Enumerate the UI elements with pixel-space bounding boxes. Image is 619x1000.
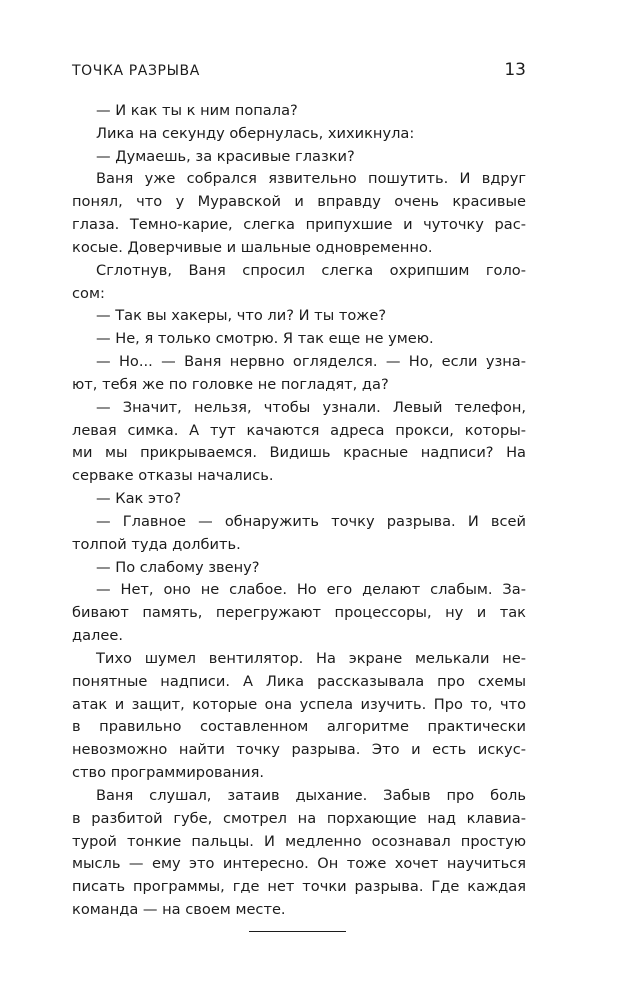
- text-line: Тихо шумел вентилятор. На экране мелькали не-: [96, 649, 526, 667]
- text-line: — Как это?: [96, 490, 182, 508]
- section-end-rule: [249, 931, 346, 932]
- text-line: — Значит, нельзя, чтобы узнали. Левый телефон,: [96, 398, 526, 416]
- text-line: — Думаешь, за красивые глазки?: [96, 147, 355, 165]
- text-line: левая симка. А тут качаются адреса прокси, которы-: [72, 421, 526, 439]
- text-line: Ваня слушал, затаив дыхание. Забыв про боль: [96, 786, 526, 804]
- text-line: серваке отказы начались.: [72, 467, 274, 485]
- body-text: [72, 100, 526, 922]
- text-line: понял, что у Муравской и вправду очень красивые: [72, 193, 526, 211]
- text-line: в правильно составленном алгоритме практически: [72, 718, 526, 736]
- text-line: атак и защит, которые она успела изучить. Про то, что: [72, 695, 526, 713]
- text-line: ми мы прикрываемся. Видишь красные надписи? На: [72, 444, 526, 462]
- text-line: команда — на своем месте.: [72, 900, 286, 918]
- text-line: ют, тебя же по головке не погладят, да?: [72, 375, 389, 393]
- text-line: в разбитой губе, смотрел на порхающие над клавиа-: [72, 809, 526, 827]
- text-line: Сглотнув, Ваня спросил слегка охрипшим голо-: [96, 261, 526, 279]
- text-line: бивают память, перегружают процессоры, ну и так: [72, 604, 526, 622]
- text-line: писать программы, где нет точки разрыва. Где каждая: [72, 878, 526, 896]
- text-line: сом:: [72, 284, 105, 302]
- text-line: понятные надписи. А Лика рассказывала про схемы: [72, 672, 526, 690]
- text-line: мысль — ему это интересно. Он тоже хочет научиться: [72, 855, 526, 873]
- text-line: толпой туда долбить.: [72, 535, 241, 553]
- text-line: Лика на секунду обернулась, хихикнула:: [96, 124, 415, 142]
- text-line: невозможно найти точку разрыва. Это и есть искус-: [72, 741, 526, 759]
- text-line: — Главное — обнаружить точку разрыва. И всей: [96, 512, 526, 530]
- text-line: — Нет, оно не слабое. Но его делают слабым. За-: [96, 581, 526, 599]
- running-title: ТОЧКА РАЗРЫВА: [72, 63, 200, 79]
- text-line: Ваня уже собрался язвительно пошутить. И вдруг: [96, 170, 526, 188]
- text-line: ство программирования.: [72, 764, 264, 782]
- page-number: 13: [504, 60, 526, 80]
- text-line: косые. Доверчивые и шальные одновременно.: [72, 238, 433, 256]
- text-line: — По слабому звену?: [96, 558, 260, 576]
- text-line: — Но... — Ваня нервно огляделся. — Но, если узна-: [96, 353, 526, 371]
- text-line: — Так вы хакеры, что ли? И ты тоже?: [96, 307, 387, 325]
- text-line: далее.: [72, 627, 123, 645]
- text-line: — И как ты к ним попала?: [96, 102, 298, 119]
- text-line: глаза. Темно-карие, слегка припухшие и чуточку рас-: [72, 216, 526, 234]
- text-line: — Не, я только смотрю. Я так еще не умею.: [96, 330, 434, 348]
- text-line: турой тонкие пальцы. И медленно осознавал простую: [72, 832, 526, 850]
